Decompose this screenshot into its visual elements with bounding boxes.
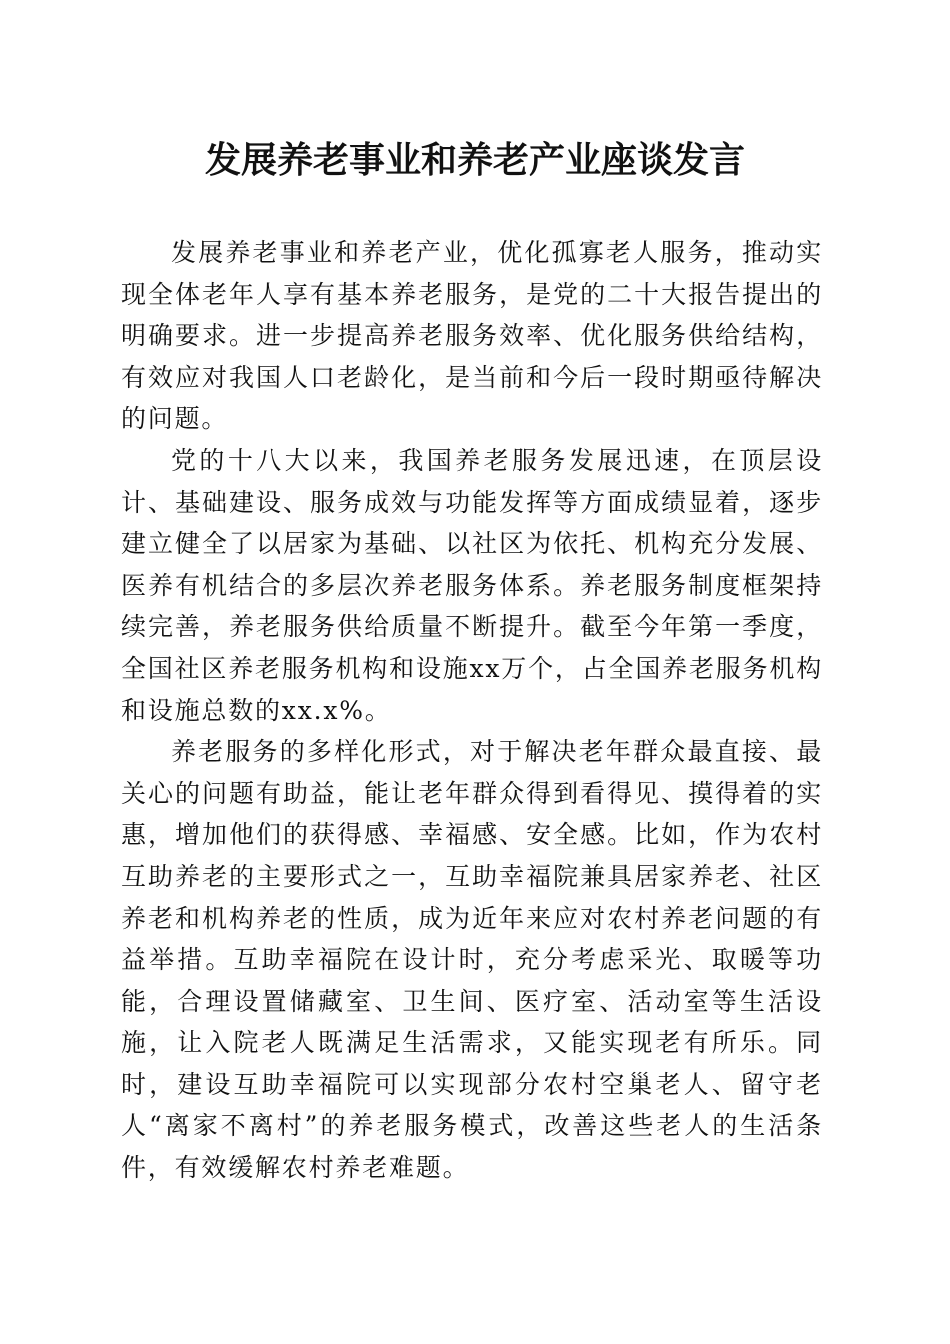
document-body bbox=[121, 232, 823, 1189]
document-title: 发展养老事业和养老产业座谈发言 bbox=[204, 139, 745, 181]
paragraph-1: 发展养老事业和养老产业，优化孤寡老人服务，推动实现全体老年人享有基本养老服务，是党的二十大报告提出的明确要求。进一步提高养老服务效率、优化服务供给结构，有效应对我国人口老龄化，是当前和今后一段时期亟待解决的问题。 bbox=[121, 238, 823, 434]
paragraph-2: 党的十八大以来，我国养老服务发展迅速，在顶层设计、基础建设、服务成效与功能发挥等方面成绩显着，逐步建立健全了以居家为基础、以社区为依托、机构充分发展、医养有机结合的多层次养老服务体系。养老服务制度框架持续完善，养老服务供给质量不断提升。截至今年第一季度，全国社区养老服务机构和设施xx万个，占全国养老服务机构和设施总数的xx.x%。 bbox=[121, 445, 823, 725]
paragraph-3: 养老服务的多样化形式，对于解决老年群众最直接、最关心的问题有助益，能让老年群众得到看得见、摸得着的实惠，增加他们的获得感、幸福感、安全感。比如，作为农村互助养老的主要形式之一，互助幸福院兼具居家养老、社区养老和机构养老的性质，成为近年来应对农村养老问题的有益举措。互助幸福院在设计时，充分考虑采光、取暖等功能，合理设置储藏室、卫生间、医疗室、活动室等生活设施，让入院老人既满足生活需求，又能实现老有所乐。同时，建设互助幸福院可以实现部分农村空巢老人、留守老人“离家不离村”的养老服务模式，改善这些老人的生活条件，有效缓解农村养老难题。 bbox=[121, 737, 823, 1183]
